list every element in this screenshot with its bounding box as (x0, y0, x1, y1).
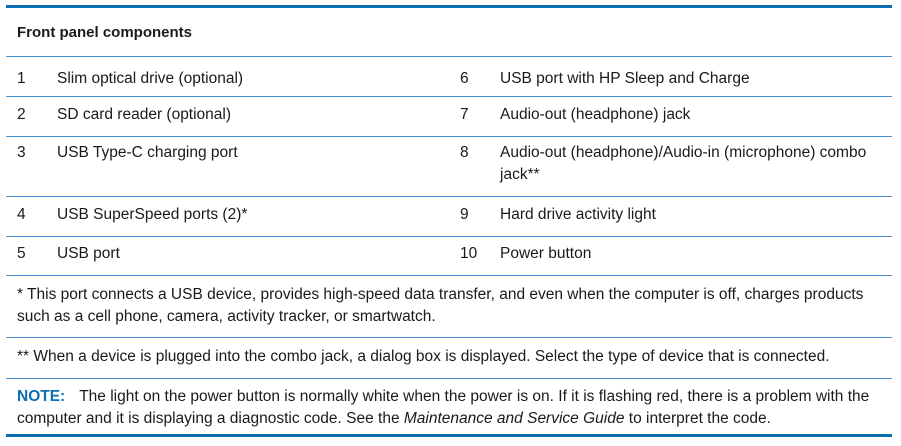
item-number: 2 (17, 106, 26, 123)
table-row (6, 97, 892, 136)
item-number: 6 (460, 70, 469, 87)
item-number: 8 (460, 144, 469, 161)
item-label: USB port with HP Sleep and Charge (500, 70, 750, 87)
table-row (6, 137, 892, 196)
item-number: 9 (460, 206, 469, 223)
item-label: Slim optical drive (optional) (57, 70, 244, 87)
table-row (6, 57, 892, 96)
bottom-rule (6, 434, 892, 437)
item-number: 10 (460, 245, 478, 262)
note-text: The light on the power button is normally white when the power is on. If it is flashing red, there is a problem with the computer and it is displaying a diagnostic code. See the (17, 388, 870, 427)
footnote: * This port connects a USB device, provides high-speed data transfer, and even when the computer is off, charges products such as a cell phone, camera, activity tracker, or smartwatch. (17, 286, 864, 325)
item-label: Power button (500, 245, 592, 262)
item-label: Hard drive activity light (500, 206, 656, 223)
item-number: 5 (17, 245, 26, 262)
item-label: USB SuperSpeed ports (2)* (57, 206, 248, 223)
item-number: 7 (460, 106, 469, 123)
table-row (6, 237, 892, 275)
item-label: SD card reader (optional) (57, 106, 232, 123)
item-number: 3 (17, 144, 26, 161)
components-table (6, 5, 892, 437)
item-label: USB port (57, 245, 120, 262)
note (6, 379, 892, 434)
guide-title: Maintenance and Service Guide (403, 410, 625, 427)
item-number: 4 (17, 206, 26, 223)
item-label: USB Type-C charging port (57, 144, 238, 161)
item-number: 1 (17, 70, 26, 87)
note-label: NOTE: (17, 388, 66, 405)
table-row (6, 197, 892, 236)
table-title: Front panel components (17, 23, 193, 41)
footnote: ** When a device is plugged into the combo jack, a dialog box is displayed. Select the type of device that is connected. (17, 348, 830, 365)
item-label: Audio-out (headphone)/Audio-in (microphone) combo jack** (500, 144, 867, 183)
note-text-end: to interpret the code. (624, 410, 771, 427)
item-label: Audio-out (headphone) jack (500, 106, 691, 123)
